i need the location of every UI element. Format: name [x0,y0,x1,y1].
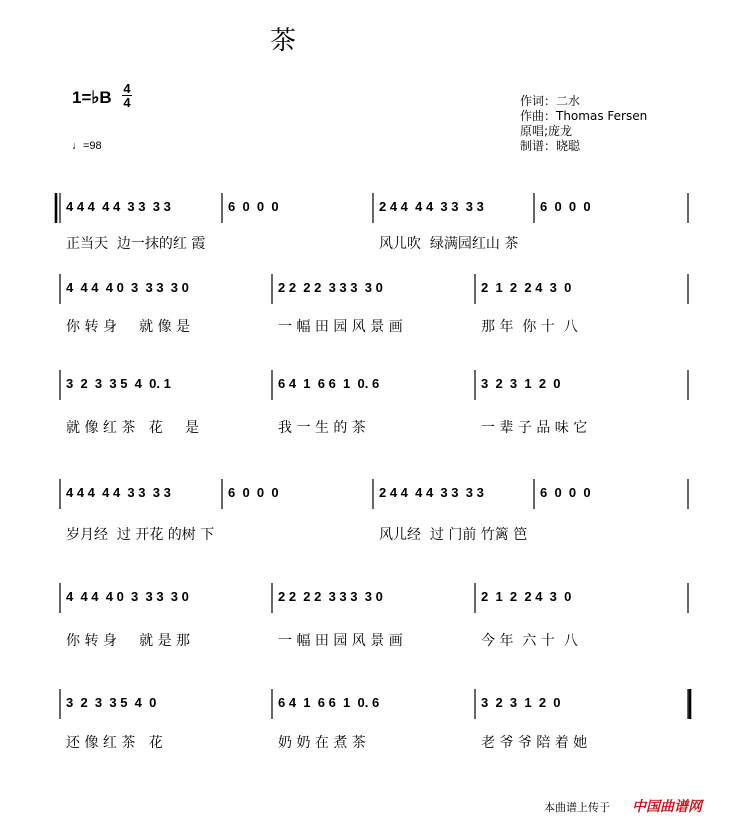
footer-upload-label: 本曲谱上传于 [544,801,610,814]
time-signature-top: 4 [123,81,131,96]
lyric-line: 风儿经 过 门前 竹篱 笆 [379,527,528,543]
measure-notes: 4 4 4 4 4 3 3 3 3 [66,485,171,500]
lyric-line: 我 一 生 的 茶 [278,420,366,436]
measure-notes: 2 2 2 2 3 3 3 3 0 [278,280,383,295]
lyric-line: 你 转 身 就 像 是 [66,319,191,335]
lyric-line: 一 幅 田 园 风 景 画 [278,633,403,649]
measure-notes: 6 0 0 0 [228,485,279,500]
measure-notes: 6 4 1 6 6 1 0. 6 [278,695,380,710]
site-logo: 中国曲谱网 [632,799,702,815]
original-singer-credit: 原唱;庞龙 [520,124,573,138]
measure-notes: 6 0 0 0 [540,485,591,500]
lyric-line: 你 转 身 就 是 那 [66,633,191,649]
lyric-line: 奶 奶 在 煮 茶 [278,735,366,751]
song-title: 茶 [270,26,297,56]
measure-notes: 4 4 4 4 4 3 3 3 3 [66,199,171,214]
measure-notes: 6 0 0 0 [540,199,591,214]
key-signature: 1=♭B [72,88,112,107]
lyric-line: 岁月经 过 开花 的树 下 [66,527,215,543]
measure-notes: 6 0 0 0 [228,199,279,214]
transcriber-credit: 制谱：晓聪 [520,139,581,153]
lyric-line: 今 年 六 十 八 [481,633,578,649]
measure-notes: 2 4 4 4 4 3 3 3 3 [379,485,484,500]
lyric-line: 正当天 边一抹的红 霞 [66,236,206,252]
measure-notes: 2 4 4 4 4 3 3 3 3 [379,199,484,214]
measure-notes: 3 2 3 1 2 0 [481,695,561,710]
composer-credit: 作曲：Thomas Fersen [520,109,648,123]
measure-notes: 3 2 3 1 2 0 [481,376,561,391]
lyric-line: 一 辈 子 品 味 它 [481,420,588,436]
measure-notes: 2 1 2 2 4 3 0 [481,589,572,604]
measure-notes: 4 4 4 4 0 3 3 3 3 0 [66,280,189,295]
lyric-line: 风儿吹 绿满园红山 茶 [379,236,519,252]
measure-notes: 4 4 4 4 0 3 3 3 3 0 [66,589,189,604]
measure-notes: 2 2 2 2 3 3 3 3 0 [278,589,383,604]
lyric-line: 就 像 红 茶 花 是 [66,420,199,436]
measure-notes: 3 2 3 3 5 4 0 [66,695,157,710]
measure-notes: 3 2 3 3 5 4 0. 1 [66,376,171,391]
lyric-line: 老 爷 爷 陪 着 她 [481,735,588,751]
measure-notes: 6 4 1 6 6 1 0. 6 [278,376,380,391]
lyric-line: 还 像 红 茶 花 [66,735,163,751]
measure-notes: 2 1 2 2 4 3 0 [481,280,572,295]
lyric-line: 一 幅 田 园 风 景 画 [278,319,403,335]
tempo-marking: ♩=98 [72,140,102,152]
lyricist-credit: 作词：二水 [520,94,581,108]
lyric-line: 那 年 你 十 八 [481,319,578,335]
time-signature-bottom: 4 [123,95,131,110]
